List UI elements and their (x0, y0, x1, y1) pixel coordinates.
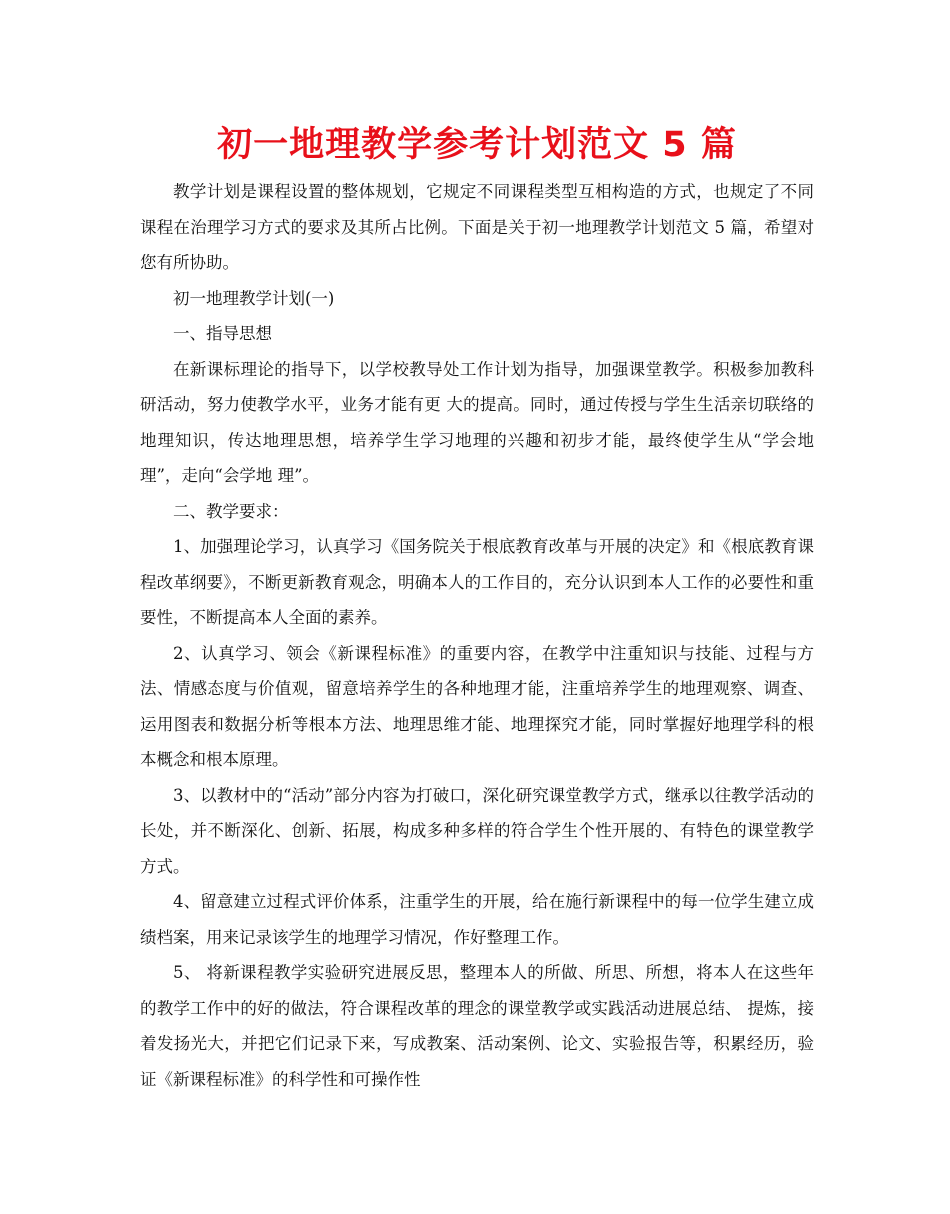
requirement-item-2: 2、认真学习、领会《新课程标准》的重要内容，在教学中注重知识与技能、过程与方法、情感态度与价值观，留意培养学生的各种地理才能，注重培养学生的地理观察、调查、运用图表和数据分析等根本方法、地理思维才能、地理探究才能，同时掌握好地理学科的根本概念和根本原理。 (140, 643, 814, 769)
heading-teaching-requirements: 二、教学要求： (173, 501, 289, 521)
requirement-item-4: 4、留意建立过程式评价体系，注重学生的开展，给在施行新课程中的每一位学生建立成绩档案，用来记录该学生的地理学习情况，作好整理工作。 (140, 892, 814, 947)
requirement-item-5: 5、 将新课程教学实验研究进展反思，整理本人的所做、所思、所想，将本人在这些年的教学工作中的好的做法，符合课程改革的理念的课堂教学或实践活动进展总结、 提炼，接着发扬光大，并把它们记录下来，写成教案、活动案例、论文、实验报告等，积累经历，验证《新课程标准》的科学性和可操作性 (140, 963, 814, 1089)
paragraph-guiding-thought: 在新课标理论的指导下，以学校教导处工作计划为指导，加强课堂教学。积极参加教科研活动，努力使教学水平，业务才能有更 大的提高。同时，通过传授与学生生活亲切联络的地理知识，传达地理思想，培养学生学习地理的兴趣和初步才能，最终使学生从“学会地理”，走向“会学地 理”。 (140, 359, 814, 485)
heading-guiding-thought: 一、指导思想 (173, 324, 272, 343)
document-title: 初一地理教学参考计划范文 5 篇 (217, 125, 737, 165)
requirement-item-3: 3、以教材中的“活动”部分内容为打破口，深化研究课堂教学方式，继承以往教学活动的长处，并不断深化、创新、拓展，构成多种多样的符合学生个性开展的、有特色的课堂教学方式。 (140, 785, 814, 876)
section-heading-plan-one: 初一地理教学计划(一) (173, 288, 335, 308)
intro-paragraph: 教学计划是课程设置的整体规划，它规定不同课程类型互相构造的方式，也规定了不同课程在治理学习方式的要求及其所占比例。下面是关于初一地理教学计划范文 5 篇，希望对您有所协助。 (140, 182, 814, 272)
requirement-item-1: 1、加强理论学习，认真学习《国务院关于根底教育改革与开展的决定》和《根底教育课程改革纲要》，不断更新教育观念，明确本人的工作目的，充分认识到本人工作的必要性和重要性，不断提高本人全面的素养。 (140, 537, 814, 627)
